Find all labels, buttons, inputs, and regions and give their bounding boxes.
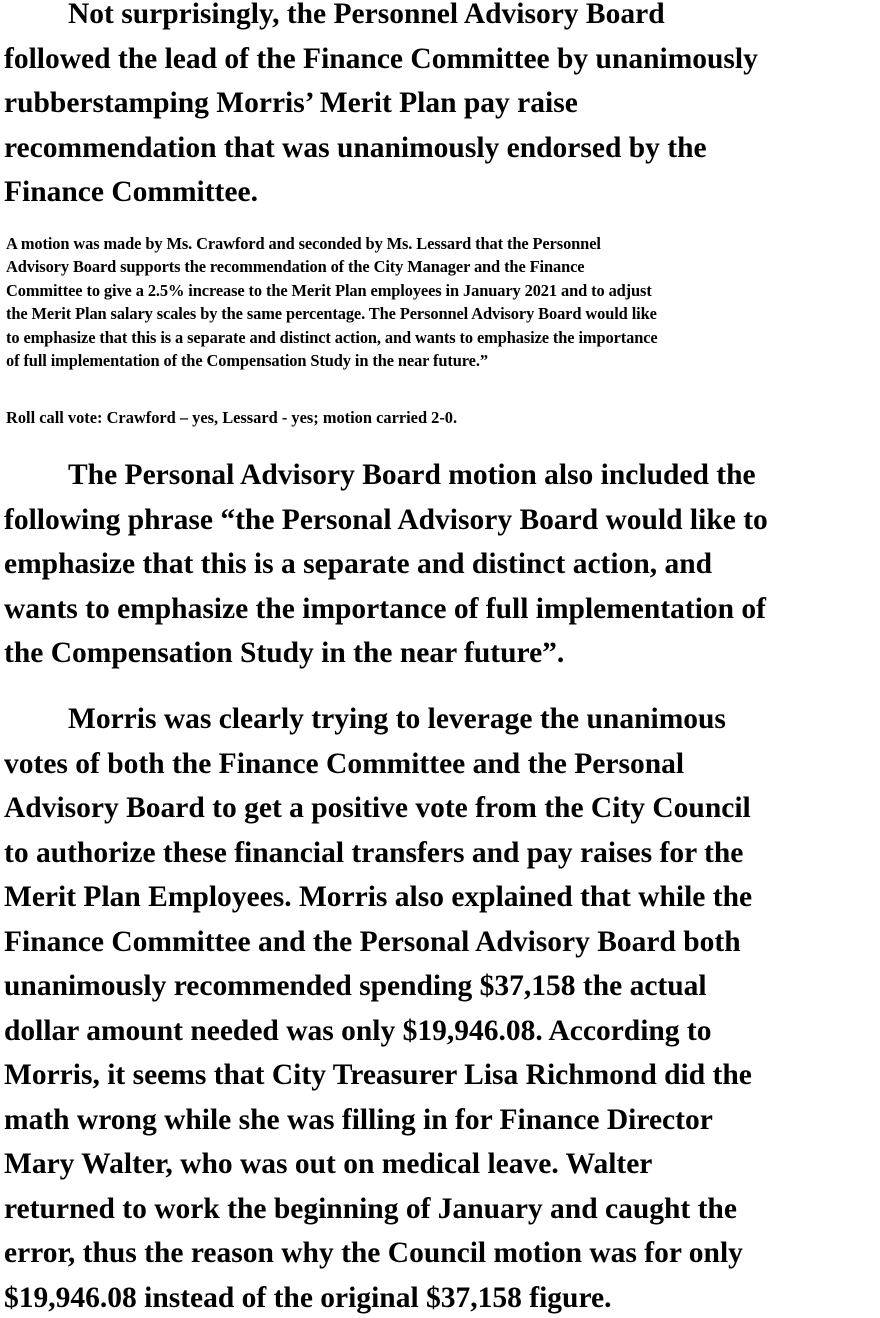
explanation-paragraph-text: Morris was clearly trying to leverage the unanimous votes of both the Finance Committee and the Personal Advisory Board to get a positive vote from the City Council to authorize these financial transfers and pay raises for the Merit Plan Employees. Morris also explained that while the Finance Committee and the Personal Advisory Board both unanimously recommended spending $37,158 the actual dollar amount needed was only $19,946.08. According to Morris, it seems that City Treasurer Lisa Richmond did the math wrong while she was filling in for Finance Director Mary Walter, who was out on medical leave. Walter returned to work the beginning of January and caught the error, thus the reason why the Council motion was for only $19,946.08 instead of the original $37,158 figure.	[4, 703, 753, 1314]
roll-call-vote: Roll call vote: Crawford – yes, Lessard - yes; motion carried 2-0.	[6, 408, 458, 427]
motion-phrase-paragraph-text: The Personal Advisory Board motion also included the following phrase “the Personal Advisory Board would like to emphasize that this is a separate and distinct action, and wants to emphasize the importance of full implementation of the Compensation Study in the near future”.	[4, 459, 768, 669]
intro-paragraph-text: Not surprisingly, the Personnel Advisory Board followed the lead of the Finance Committee by unanimously rubberstamping Morris’ Merit Plan pay raise recommendation that was unanimously endorsed by the Finance Committee.	[4, 0, 758, 208]
motion-phrase-paragraph	[0, 453, 880, 676]
explanation-paragraph	[0, 697, 880, 1318]
quoted-motion: A motion was made by Ms. Crawford and seconded by Ms. Lessard that the Personnel Advisory Board supports the recommendation of the City Manager and the Finance Committee to give a 2.5% increase to the Merit Plan employees in January 2021 and to adjust the Merit Plan salary scales by the same percentage. The Personnel Advisory Board would like to emphasize that this is a separate and distinct action, and wants to emphasize the importance of full implementation of the Compensation Study in the near future.”	[6, 234, 658, 371]
intro-paragraph	[0, 0, 880, 215]
